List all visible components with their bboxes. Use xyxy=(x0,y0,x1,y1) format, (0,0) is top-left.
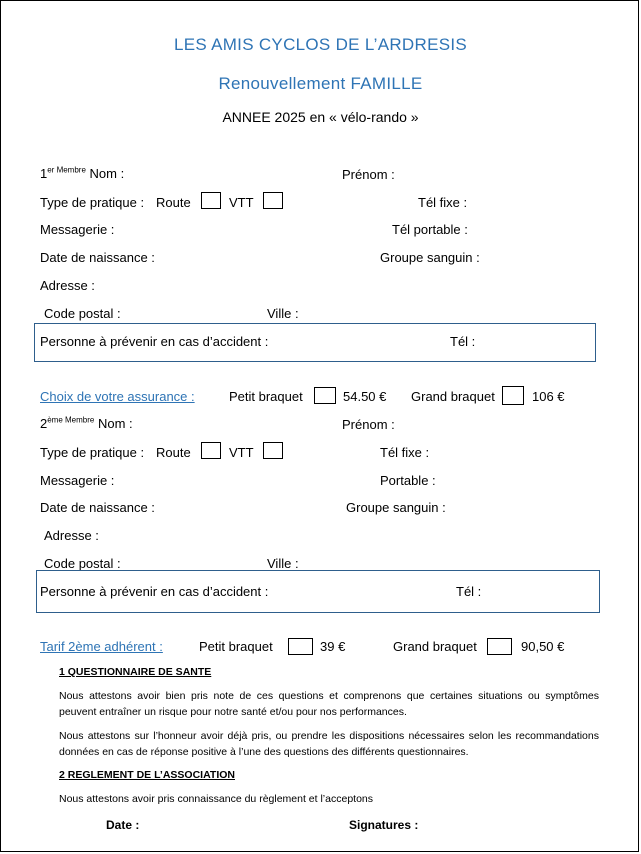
tarif-petit-checkbox[interactable] xyxy=(288,638,313,655)
member2-groupe-label: Groupe sanguin : xyxy=(346,500,446,515)
member1-vtt-checkbox[interactable] xyxy=(263,192,283,209)
member1-urgence-tel-label: Tél : xyxy=(450,334,476,349)
member1-naissance-label: Date de naissance : xyxy=(40,250,155,265)
member2-route-label: Route xyxy=(156,445,191,460)
member2-ville-label: Ville : xyxy=(267,556,299,571)
tarif-label: Tarif 2ème adhérent : xyxy=(40,639,163,654)
member1-adresse-label: Adresse : xyxy=(40,278,95,293)
member2-nom-label: $2^{ème Membre}$ Nom : xyxy=(40,415,133,431)
year-subtitle: ANNEE 2025 en « vélo-rando » xyxy=(222,109,419,125)
tarif-petit-prix: 39 € xyxy=(320,639,346,654)
member2-route-checkbox[interactable] xyxy=(201,442,221,459)
member1-route-label: Route xyxy=(156,195,191,210)
member2-pratique-label: Type de pratique : xyxy=(40,445,145,460)
member1-groupe-label: Groupe sanguin : xyxy=(380,250,480,265)
questionnaire-paragraph-2: Nous attestons sur l’honneur avoir déjà pris, ou prendre les dispositions nécessaires selon les recommandations données en cas de réponse positive à l’une des questions des différents questionnaires. xyxy=(59,730,599,758)
member2-adresse-label: Adresse : xyxy=(44,528,99,543)
tarif-petit-label: Petit braquet xyxy=(199,639,273,654)
member2-tel-fixe-label: Tél fixe : xyxy=(380,445,430,460)
tarif-grand-label: Grand braquet xyxy=(393,639,477,654)
member2-messagerie-label: Messagerie : xyxy=(40,473,115,488)
assurance-petit-prix: 54.50 € xyxy=(343,389,387,404)
date-label: Date : xyxy=(106,818,140,832)
member1-messagerie-label: Messagerie : xyxy=(40,222,115,237)
member2-code-postal-label: Code postal : xyxy=(44,556,121,571)
form-title: Renouvellement FAMILLE xyxy=(218,74,423,93)
member2-vtt-label: VTT xyxy=(229,445,254,460)
assurance-grand-checkbox[interactable] xyxy=(502,386,524,405)
member1-tel-fixe-label: Tél fixe : xyxy=(418,195,468,210)
member1-nom-label: $1^{er Membre}$ Nom : xyxy=(40,165,125,181)
assurance-petit-checkbox[interactable] xyxy=(314,387,336,404)
member1-tel-portable-label: Tél portable : xyxy=(392,222,468,237)
member2-prenom-label: Prénom : xyxy=(342,417,395,432)
reglement-paragraph: Nous attestons avoir pris connaissance du règlement et l’acceptons xyxy=(59,793,374,805)
member1-prenom-label: Prénom : xyxy=(342,167,395,182)
tarif-grand-checkbox[interactable] xyxy=(487,638,512,655)
assurance-grand-label: Grand braquet xyxy=(411,389,495,404)
member2-vtt-checkbox[interactable] xyxy=(263,442,283,459)
member1-vtt-label: VTT xyxy=(229,195,254,210)
member1-urgence-label: Personne à prévenir en cas d’accident : xyxy=(40,334,269,349)
signatures-label: Signatures : xyxy=(349,818,419,832)
member1-pratique-label: Type de pratique : xyxy=(40,195,145,210)
questionnaire-title: 1 QUESTIONNAIRE DE SANTE xyxy=(59,666,212,678)
questionnaire-paragraph-1: Nous attestons avoir bien pris note de ces questions et comprenons que certaines situations ou symptômes peuvent entraîner un risque pour notre santé et/ou pour nos performances. xyxy=(59,690,599,718)
assurance-label: Choix de votre assurance : xyxy=(40,389,195,404)
club-title: LES AMIS CYCLOS DE L’ARDRESIS xyxy=(173,35,468,54)
member2-portable-label: Portable : xyxy=(380,473,436,488)
tarif-grand-prix: 90,50 € xyxy=(521,639,565,654)
member2-naissance-label: Date de naissance : xyxy=(40,500,155,515)
member1-ville-label: Ville : xyxy=(267,306,299,321)
assurance-grand-prix: 106 € xyxy=(532,389,565,404)
member1-code-postal-label: Code postal : xyxy=(44,306,121,321)
member2-urgence-tel-label: Tél : xyxy=(456,584,482,599)
member2-urgence-label: Personne à prévenir en cas d’accident : xyxy=(40,584,269,599)
reglement-title: 2 REGLEMENT DE L’ASSOCIATION xyxy=(59,769,235,781)
assurance-petit-label: Petit braquet xyxy=(229,389,303,404)
member1-route-checkbox[interactable] xyxy=(201,192,221,209)
